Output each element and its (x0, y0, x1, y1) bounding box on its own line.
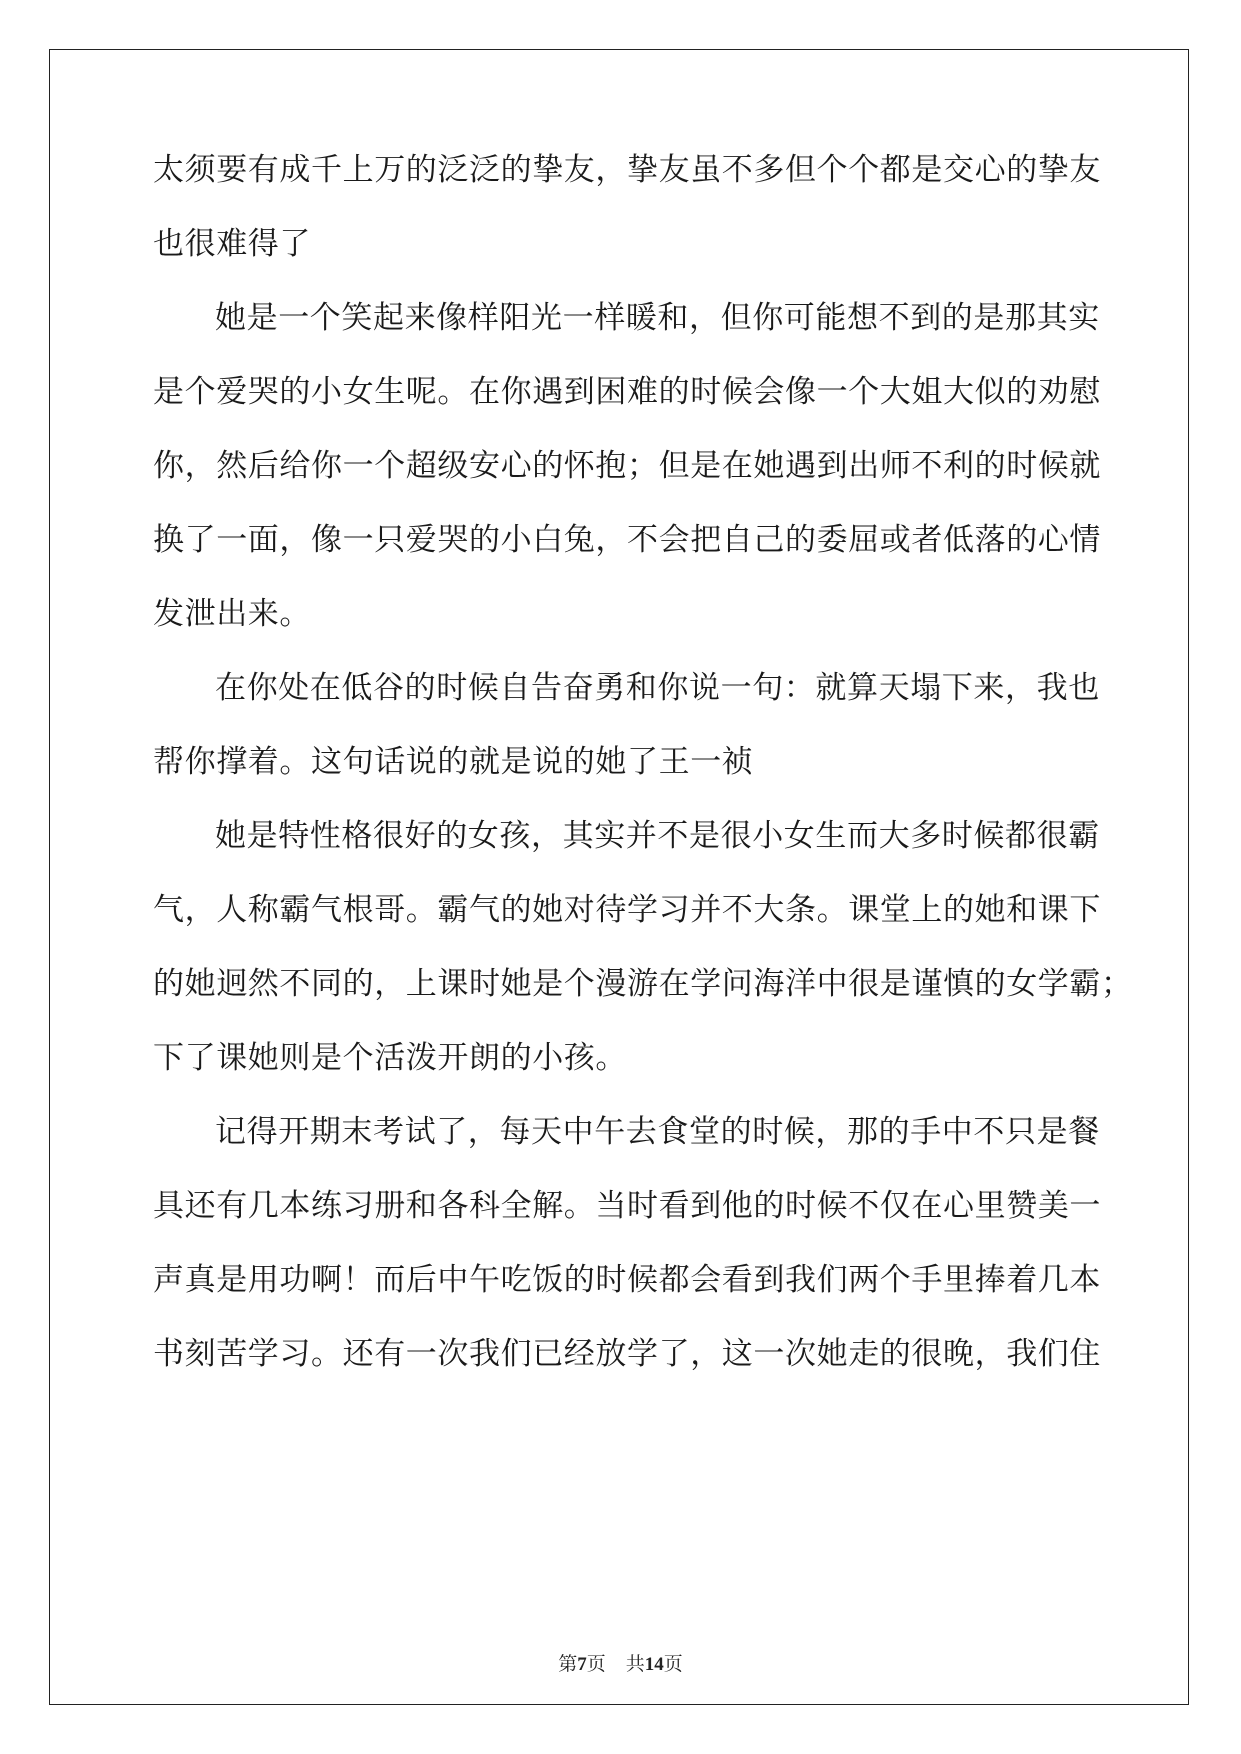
page-footer (0, 1652, 1241, 1677)
paragraph-first-line: 在你处在低谷的时候自告奋勇和你说一句：就算天塌下来，我也 (215, 670, 1100, 706)
text-line: 发泄出来。 (153, 596, 311, 632)
text-line: 你，然后给你一个超级安心的怀抱；但是在她遇到出师不利的时候就 (153, 448, 1101, 484)
paragraph-first-line: 她是一个笑起来像样阳光一样暖和，但你可能想不到的是那其实 (215, 300, 1100, 336)
text-line: 书刻苦学习。还有一次我们已经放学了，这一次她走的很晚，我们住 (153, 1336, 1101, 1372)
text-line: 下了课她则是个活泼开朗的小孩。 (153, 1040, 627, 1076)
total-pages: 14 (644, 1654, 664, 1675)
total-prefix: 共 (625, 1653, 645, 1675)
text-line: 具还有几本练习册和各科全解。当时看到他的时候不仅在心里赞美一 (153, 1188, 1101, 1224)
text-line: 换了一面，像一只爱哭的小白兔，不会把自己的委屈或者低落的心情 (153, 522, 1101, 558)
paragraph-first-line: 她是特性格很好的女孩，其实并不是很小女生而大多时候都很霸 (215, 818, 1100, 854)
text-line: 的她迥然不同的，上课时她是个漫游在学问海洋中很是谨慎的女学霸； (153, 966, 1133, 1002)
page-prefix: 第 (558, 1653, 578, 1675)
text-line: 也很难得了 (153, 226, 311, 262)
text-line: 帮你撑着。这句话说的就是说的她了王一祯 (153, 744, 754, 780)
page-number: 7 (577, 1654, 587, 1675)
text-line: 气，人称霸气根哥。霸气的她对待学习并不大条。课堂上的她和课下 (153, 892, 1101, 928)
text-line: 声真是用功啊！而后中午吃饭的时候都会看到我们两个手里捧着几本 (153, 1262, 1101, 1298)
paragraph-first-line: 记得开期末考试了，每天中午去食堂的时候，那的手中不只是餐 (215, 1114, 1100, 1150)
page-suffix: 页 (586, 1653, 606, 1675)
text-line: 太须要有成千上万的泛泛的挚友，挚友虽不多但个个都是交心的挚友 (153, 152, 1101, 188)
text-line: 是个爱哭的小女生呢。在你遇到困难的时候会像一个大姐大似的劝慰 (153, 374, 1101, 410)
total-suffix: 页 (663, 1653, 683, 1675)
